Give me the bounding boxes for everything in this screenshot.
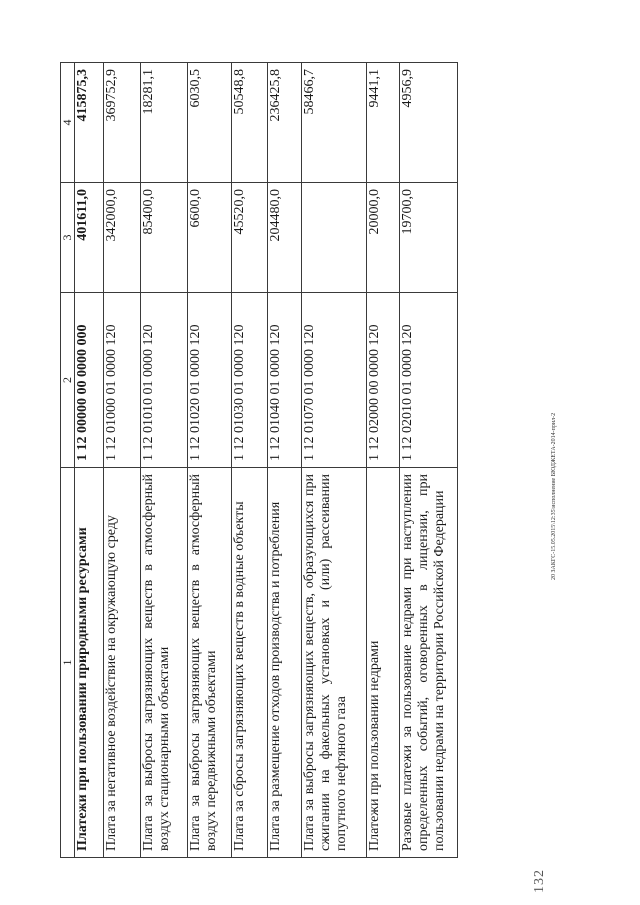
row-name: Плата за сбросы загрязняющих веществ в водные объекты [232, 468, 268, 858]
table-row [232, 63, 268, 858]
row-plan: 19700,0 [400, 183, 458, 293]
table-row [302, 63, 367, 858]
row-name: Плата за выбросы загрязняющих веществ в атмосферный воздух передвижными объектами [188, 468, 232, 858]
page-number: 132 [532, 869, 547, 893]
row-plan: 20000,0 [367, 183, 400, 293]
table-row-total [75, 63, 104, 858]
row-plan: 85400,0 [141, 183, 188, 293]
header-col-4: 4 [61, 63, 75, 183]
table-row [367, 63, 400, 858]
row-actual: 236425,8 [268, 63, 302, 183]
row-code: 1 12 01040 01 0000 120 [268, 293, 302, 468]
header-col-1: 1 [61, 468, 75, 858]
header-col-3: 3 [61, 183, 75, 293]
table-row [104, 63, 141, 858]
row-plan: 342000,0 [104, 183, 141, 293]
row-name: Разовые платежи за пользование недрами при наступлении определенных событий, оговоренных в лицензии, при пользовании недрами на территории Российской Федерации [400, 468, 458, 858]
row-name: Плата за выбросы загрязняющих веществ в атмосферный воздух стационарными объектами [141, 468, 188, 858]
row-plan: 401611,0 [75, 183, 104, 293]
row-actual: 50548,8 [232, 63, 268, 183]
row-plan: 6600,0 [188, 183, 232, 293]
row-code: 1 12 01070 01 0000 120 [302, 293, 367, 468]
table-row [268, 63, 302, 858]
row-name: Платежи при пользовании недрами [367, 468, 400, 858]
table-row [141, 63, 188, 858]
row-code: 1 12 02010 01 0000 120 [400, 293, 458, 468]
row-plan [302, 183, 367, 293]
row-actual: 58466,7 [302, 63, 367, 183]
header-col-2: 2 [61, 293, 75, 468]
document-stamp: 20 ЗАКГС-15.05.2015\12:35\исполнение БЮДЖЕТА-2014-прил-2 [551, 412, 557, 580]
row-actual: 18281,1 [141, 63, 188, 183]
table-row [188, 63, 232, 858]
budget-table-sheet [60, 63, 485, 858]
row-code: 1 12 00000 00 0000 000 [75, 293, 104, 468]
row-code: 1 12 01020 01 0000 120 [188, 293, 232, 468]
row-code: 1 12 01000 01 0000 120 [104, 293, 141, 468]
row-actual: 4956,9 [400, 63, 458, 183]
row-name: Плата за выбросы загрязняющих веществ, образующихся при сжигании на факельных установках и (или) рассеивании попутного нефтяного газа [302, 468, 367, 858]
row-actual: 415875,3 [75, 63, 104, 183]
table-row [400, 63, 458, 858]
row-actual: 369752,9 [104, 63, 141, 183]
row-code: 1 12 01010 01 0000 120 [141, 293, 188, 468]
row-plan: 204480,0 [268, 183, 302, 293]
row-code: 1 12 02000 00 0000 120 [367, 293, 400, 468]
row-code: 1 12 01030 01 0000 120 [232, 293, 268, 468]
row-actual: 6030,5 [188, 63, 232, 183]
row-actual: 9441,1 [367, 63, 400, 183]
row-name: Платежи при пользовании природными ресурсами [75, 468, 104, 858]
budget-table [60, 62, 458, 858]
header-row [61, 63, 75, 858]
row-name: Плата за размещение отходов производства и потребления [268, 468, 302, 858]
row-plan: 45520,0 [232, 183, 268, 293]
row-name: Плата за негативное воздействие на окружающую среду [104, 468, 141, 858]
